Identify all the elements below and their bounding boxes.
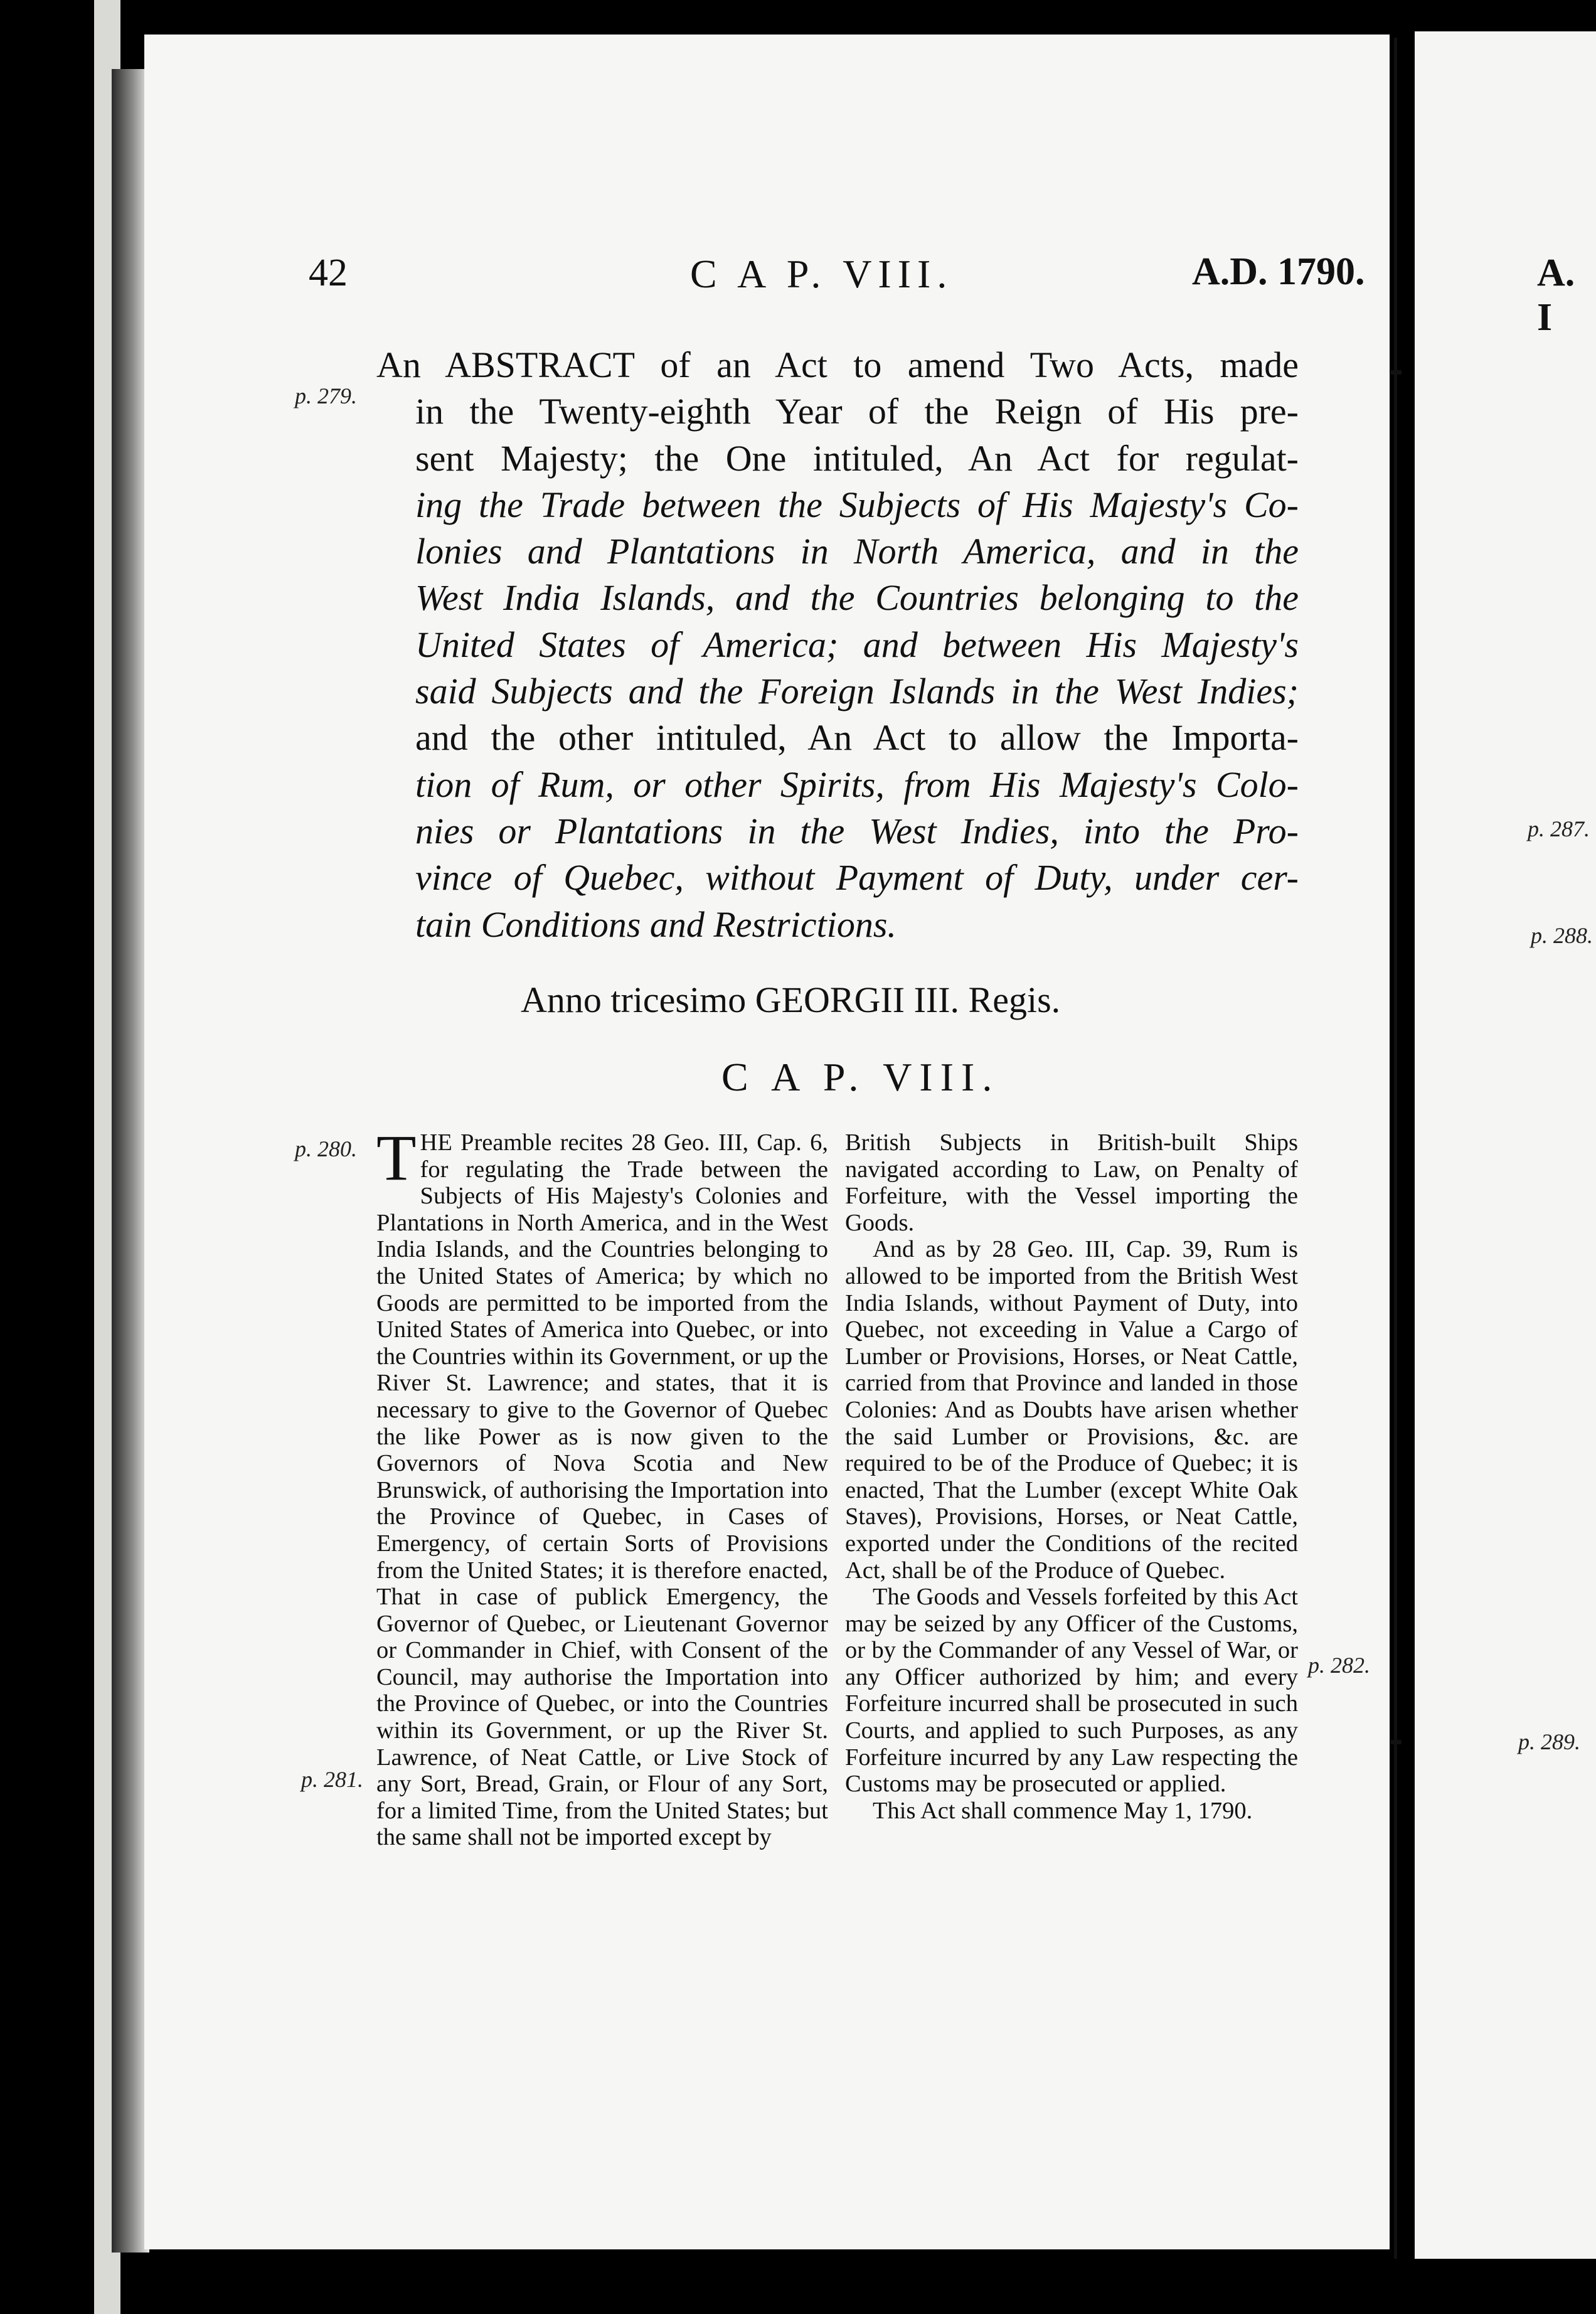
margin-note-p281: p. 281. (301, 1767, 363, 1792)
abstract-line: nies or Plantations in the West Indies, into the Pro- (415, 810, 1299, 851)
abstract-line: vince of Quebec, without Payment of Duty, under cer- (415, 857, 1299, 898)
abstract-line: ing the Trade between the Subjects of His Majesty's Co- (415, 484, 1299, 525)
margin-note-p287: p. 287. (1528, 816, 1590, 841)
abstract-line: sent Majesty; the One intituled, An Act for regulat- (415, 437, 1299, 479)
abstract-line: said Subjects and the Foreign Islands in the West Indies; (415, 671, 1299, 712)
abstract-line: An ABSTRACT of an Act to amend Two Acts, made (376, 344, 1299, 385)
right-paragraph-2: And as by 28 Geo. III, Cap. 39, Rum is allowed to be imported from the British West India Islands, without Payment of Duty, into Quebec, not exceeding in Value a Cargo of Lumber or Provisions, Horses, or Neat Cattle, carried from that Province and landed in those Colonies: And as Doubts have arisen whether the said Lumber or Provisions, &c. are required to be of the Produce of Quebec; it is enacted, That the Lumber (except White Oak Staves), Provisions, Horses, or Neat Cattle, exported under the Conditions of the recited Act, shall be of the Produce of Quebec. (845, 1236, 1298, 1584)
margin-note-p288: p. 288. (1531, 923, 1593, 948)
running-year: A.D. 1790. (1192, 250, 1365, 293)
chapter-heading: C A P. VIII. (721, 1055, 1000, 1099)
abstract-line: lonies and Plantations in North America, and in the (415, 531, 1299, 572)
abstract-line: tain Conditions and Restrictions. (415, 904, 896, 945)
gutter-tick (1390, 1740, 1402, 1744)
regnal-year-line: Anno tricesimo GEORGII III. Regis. (521, 979, 1061, 1020)
drop-cap: T (376, 1122, 417, 1194)
right-paragraph-3: The Goods and Vessels forfeited by this Act may be seized by any Officer of the Customs, or by the Commander of any Vessel of War, or any Officer authorized by him; and every Forfeiture incurred shall be prosecuted in such Courts, and applied to such Purposes, as any Forfeiture incurred by any Law respecting the Customs may be prosecuted or applied. (845, 1584, 1298, 1798)
abstract-line: tion of Rum, or other Spirits, from His Majesty's Colo- (415, 764, 1299, 805)
abstract-line: and the other intituled, An Act to allow the Importa- (415, 717, 1299, 759)
right-column (845, 1129, 1298, 1824)
margin-note-p279: p. 279. (295, 383, 357, 408)
left-column-text: HE Preamble recites 28 Geo. III, Cap. 6, for regulating the Trade between the Subjects of His Majesty's Colonies and Plantations in North America, and in the West India Islands, and the Countries belonging to the United States of America; by which no Goods are permitted to be imported from the United States of America into Quebec, or into the Countries within its Government, or up the River St. Lawrence; and states, that it is necessary to give to the Governor of Quebec the like Power as is now given to the Governors of Nova Scotia and New Brunswick, of authorising the Importation into the Province of Quebec, in Cases of Emergency, of certain Sorts of Provisions from the United States; it is therefore enacted, That in case of publick Emergency, the Governor of Quebec, or Lieutenant Governor or Commander in Chief, with Consent of the Council, may authorise the Importation into the Province of Quebec, or into the Countries within its Government, or up the River St. Lawrence, of Neat Cattle, or Live Stock of any Sort, Bread, Grain, or Flour of any Sort, for a limited Time, from the United States; but the same shall not be imported except by (376, 1129, 828, 1851)
abstract-line: in the Twenty-eighth Year of the Reign of His pre- (415, 391, 1299, 432)
commencement-line: This Act shall commence May 1, 1790. (873, 1797, 1253, 1824)
right-paragraph-1: British Subjects in British-built Ships navigated according to Law, on Penalty of Forfeiture, with the Vessel importing the Goods. (845, 1129, 1298, 1236)
gutter-tick (1390, 370, 1402, 375)
page-number: 42 (309, 252, 348, 294)
facing-page-fragment (1415, 31, 1596, 2259)
abstract-line: United States of America; and between His Majesty's (415, 624, 1299, 665)
facing-page-running-head: A. I (1537, 252, 1575, 339)
running-title: C A P. VIII. (690, 252, 954, 296)
margin-note-p282: p. 282. (1308, 1653, 1370, 1678)
margin-note-p280: p. 280. (295, 1136, 357, 1161)
spine-shadow (112, 69, 149, 2253)
left-column (376, 1122, 828, 1851)
abstract-title (376, 342, 1299, 948)
margin-note-p289: p. 289. (1518, 1729, 1580, 1754)
abstract-line: West India Islands, and the Countries belonging to the (415, 577, 1299, 619)
